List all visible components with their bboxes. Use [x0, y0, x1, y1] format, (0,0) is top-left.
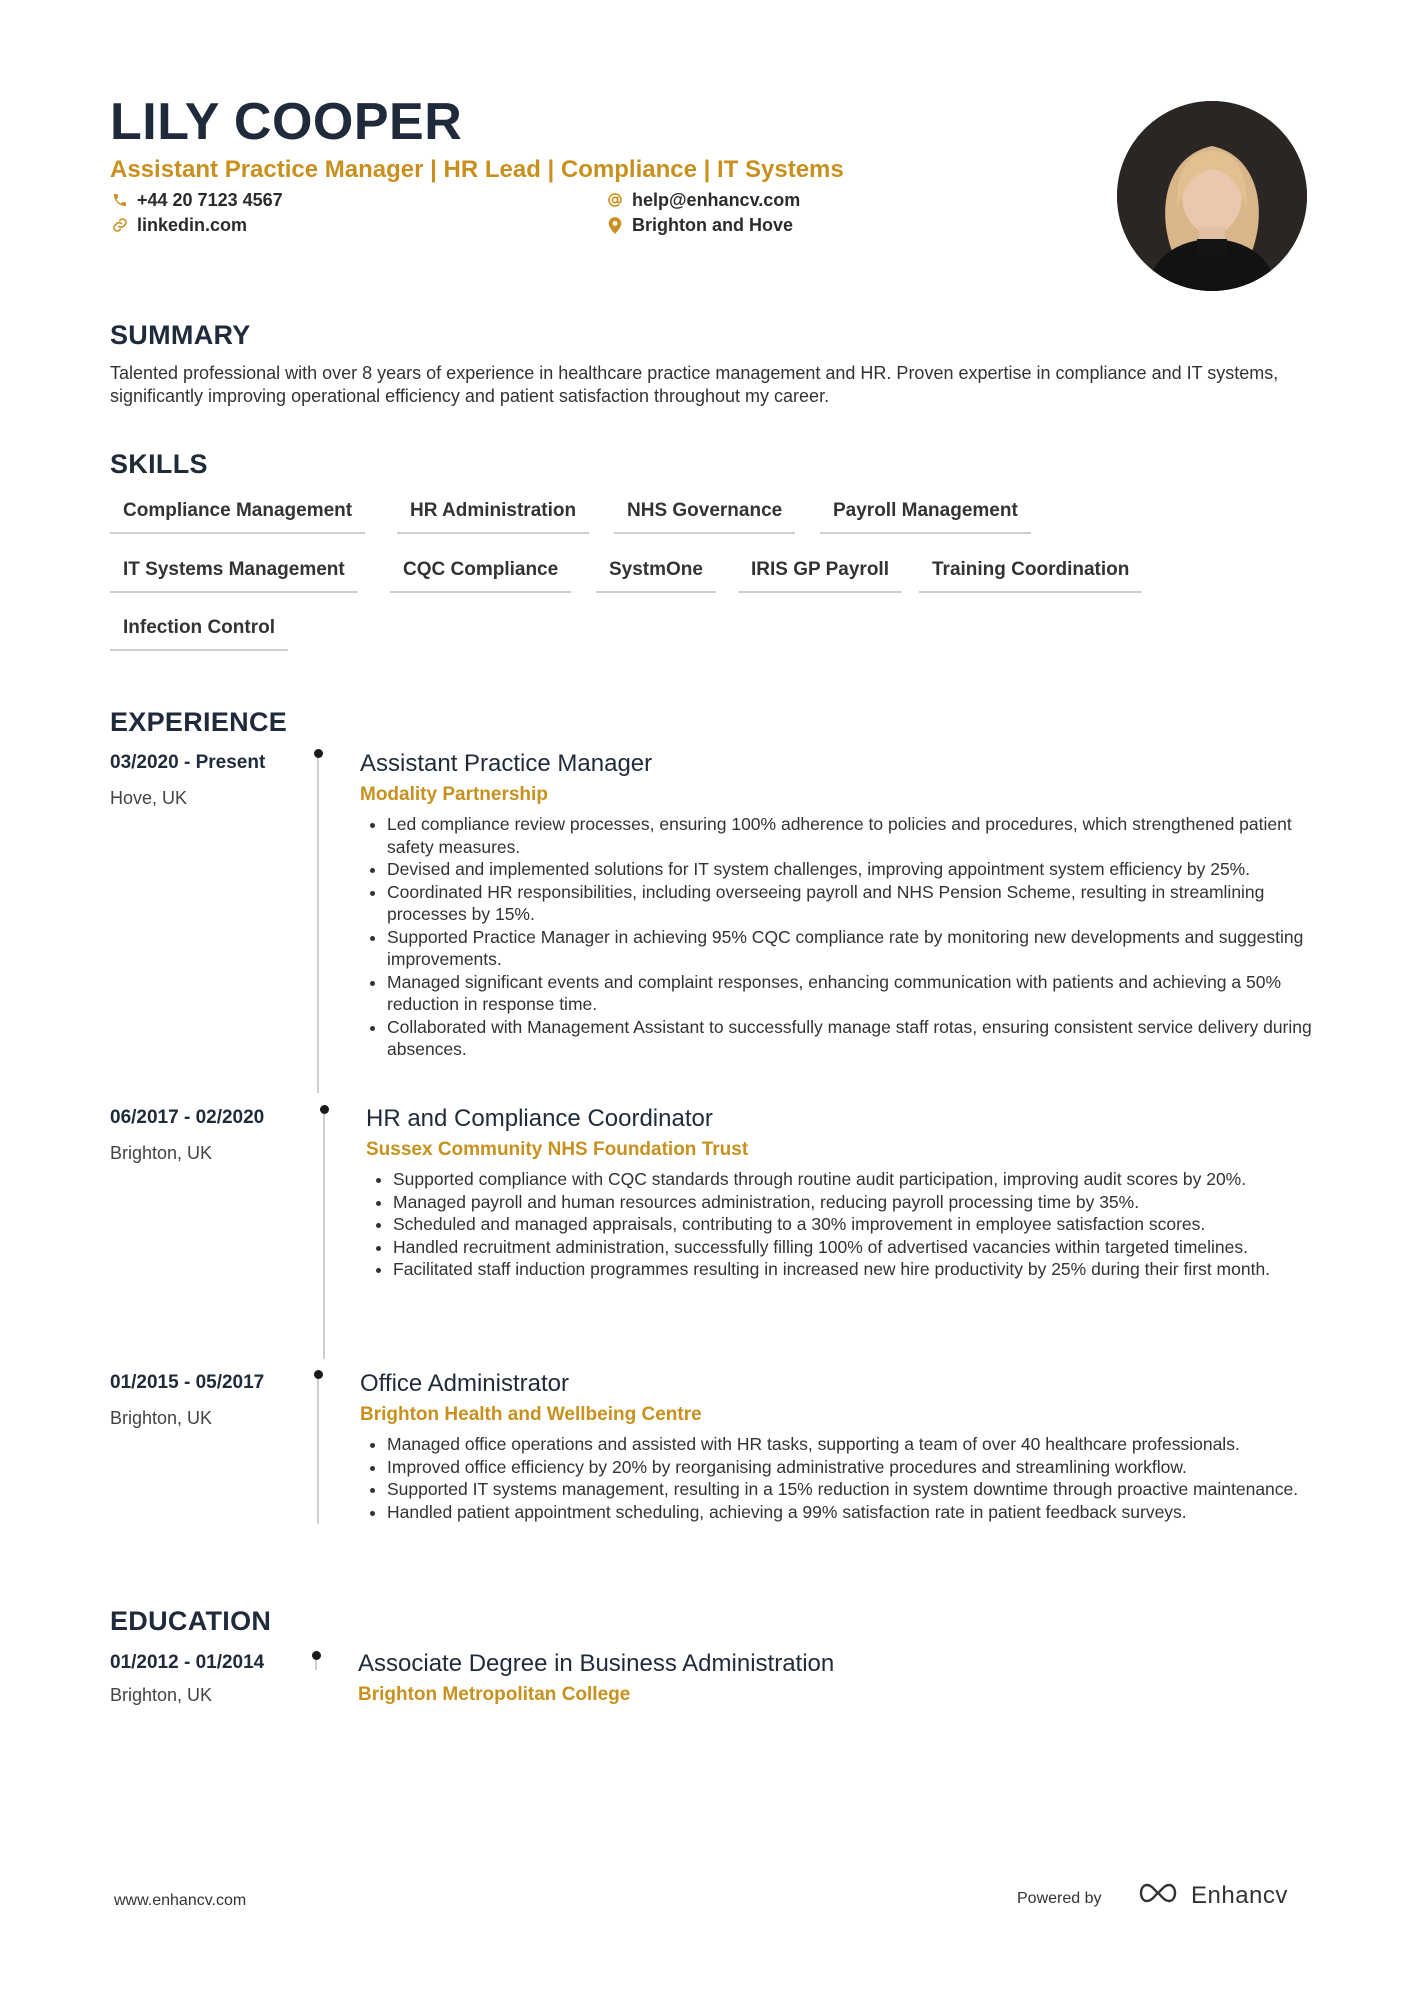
job-title: Office Administrator — [360, 1370, 569, 1397]
timeline-line — [317, 1379, 319, 1524]
list-item: • Led compliance review processes, ensuring 100% adherence to policies and procedures, which strengthened patient safety measures. — [387, 813, 1327, 858]
contact-email[interactable] — [606, 191, 800, 209]
skill-tag: IRIS GP Payroll — [738, 555, 902, 593]
skill-tag: Training Coordination — [919, 555, 1142, 593]
list-item: • Facilitated staff induction programmes resulting in increased new hire productivity by 25% during their first month. — [393, 1258, 1333, 1281]
list-item: • Supported compliance with CQC standards through routine audit participation, improving audit scores by 20%. — [393, 1168, 1333, 1191]
list-item: • Managed significant events and complaint responses, enhancing communication with patients and achieving a 50% reduction in response time. — [387, 971, 1327, 1016]
job-bullets — [367, 1168, 1333, 1281]
list-item: • Supported IT systems management, resulting in a 15% reduction in system downtime through proactive maintenance. — [387, 1478, 1327, 1501]
timeline-dot — [314, 749, 323, 758]
job-company: Brighton Health and Wellbeing Centre — [360, 1404, 702, 1425]
timeline-line — [317, 758, 319, 1093]
job-bullets — [361, 813, 1327, 1061]
job-bullets — [361, 1433, 1327, 1523]
list-item: • Managed payroll and human resources administration, reducing payroll processing time by 35%. — [393, 1191, 1333, 1214]
skill-tag: HR Administration — [397, 496, 589, 534]
job-title: Assistant Practice Manager — [360, 750, 653, 777]
contact-phone[interactable] — [111, 191, 283, 209]
timeline-dot — [314, 1370, 323, 1379]
list-item: • Devised and implemented solutions for IT system challenges, improving appointment system efficiency by 25%. — [387, 858, 1327, 881]
phone-text: +44 20 7123 4567 — [137, 190, 283, 210]
timeline-dot — [320, 1105, 329, 1114]
enhancv-brand[interactable] — [1135, 1881, 1288, 1910]
summary-text: Talented professional with over 8 years of experience in healthcare practice management and HR. Proven expertise in compliance and IT systems, significantly improving operational efficiency and patient satisfaction throughout my career. — [110, 363, 1279, 406]
job-dates: 01/2015 - 05/2017 — [110, 1372, 265, 1393]
education-degree: Associate Degree in Business Administration — [358, 1650, 835, 1677]
candidate-headline: Assistant Practice Manager | HR Lead | Compliance | IT Systems — [110, 156, 844, 183]
timeline-line — [315, 1660, 317, 1670]
job-location: Hove, UK — [110, 788, 188, 808]
job-location: Brighton, UK — [110, 1143, 213, 1163]
list-item: • Coordinated HR responsibilities, including overseeing payroll and NHS Pension Scheme, resulting in streamlining processes by 15%. — [387, 881, 1327, 926]
powered-by-text: Powered by — [1017, 1890, 1102, 1907]
brand-name: Enhancv — [1191, 1881, 1288, 1909]
timeline-line — [323, 1114, 325, 1359]
job-company: Modality Partnership — [360, 784, 548, 805]
summary-title: SUMMARY — [110, 320, 251, 350]
list-item: • Handled recruitment administration, successfully filling 100% of advertised vacancies within targeted timelines. — [393, 1236, 1333, 1259]
experience-title: EXPERIENCE — [110, 707, 288, 737]
location-pin-icon — [606, 216, 624, 234]
skill-tag: Payroll Management — [820, 496, 1031, 534]
list-item: • Handled patient appointment scheduling, achieving a 99% satisfaction rate in patient feedback surveys. — [387, 1501, 1327, 1524]
contact-linkedin[interactable] — [111, 216, 247, 234]
skill-tag: NHS Governance — [614, 496, 795, 534]
linkedin-text: linkedin.com — [137, 215, 248, 235]
timeline-dot — [312, 1651, 321, 1660]
list-item: • Supported Practice Manager in achieving 95% CQC compliance rate by monitoring new developments and suggesting improvements. — [387, 926, 1327, 971]
list-item: • Collaborated with Management Assistant to successfully manage staff rotas, ensuring consistent service delivery during absences. — [387, 1016, 1327, 1061]
skill-tag: CQC Compliance — [390, 555, 571, 593]
candidate-name: LILY COOPER — [110, 93, 463, 151]
job-company: Sussex Community NHS Foundation Trust — [366, 1139, 749, 1160]
at-icon — [606, 191, 624, 209]
education-location: Brighton, UK — [110, 1685, 213, 1705]
education-title: EDUCATION — [110, 1606, 272, 1636]
link-icon — [111, 216, 129, 234]
phone-icon — [111, 191, 129, 209]
location-text: Brighton and Hove — [632, 215, 793, 235]
footer-website[interactable]: www.enhancv.com — [114, 1892, 247, 1909]
education-school: Brighton Metropolitan College — [358, 1684, 631, 1705]
job-title: HR and Compliance Coordinator — [366, 1105, 713, 1132]
job-dates: 03/2020 - Present — [110, 752, 266, 773]
skill-tag: Compliance Management — [110, 496, 365, 534]
skill-tag: SystmOne — [596, 555, 716, 593]
skill-tag: IT Systems Management — [110, 555, 358, 593]
job-dates: 06/2017 - 02/2020 — [110, 1107, 265, 1128]
enhancv-logo-icon — [1135, 1881, 1181, 1910]
education-dates: 01/2012 - 01/2014 — [110, 1652, 265, 1673]
list-item: • Managed office operations and assisted with HR tasks, supporting a team of over 40 healthcare professionals. — [387, 1433, 1327, 1456]
contact-location — [606, 216, 793, 234]
job-location: Brighton, UK — [110, 1408, 213, 1428]
list-item: • Improved office efficiency by 20% by reorganising administrative procedures and streamlining workflow. — [387, 1456, 1327, 1479]
list-item: • Scheduled and managed appraisals, contributing to a 30% improvement in employee satisfaction scores. — [393, 1213, 1333, 1236]
profile-photo — [1117, 101, 1307, 291]
skill-tag: Infection Control — [110, 613, 288, 651]
skills-title: SKILLS — [110, 449, 208, 479]
email-text: help@enhancv.com — [632, 190, 801, 210]
